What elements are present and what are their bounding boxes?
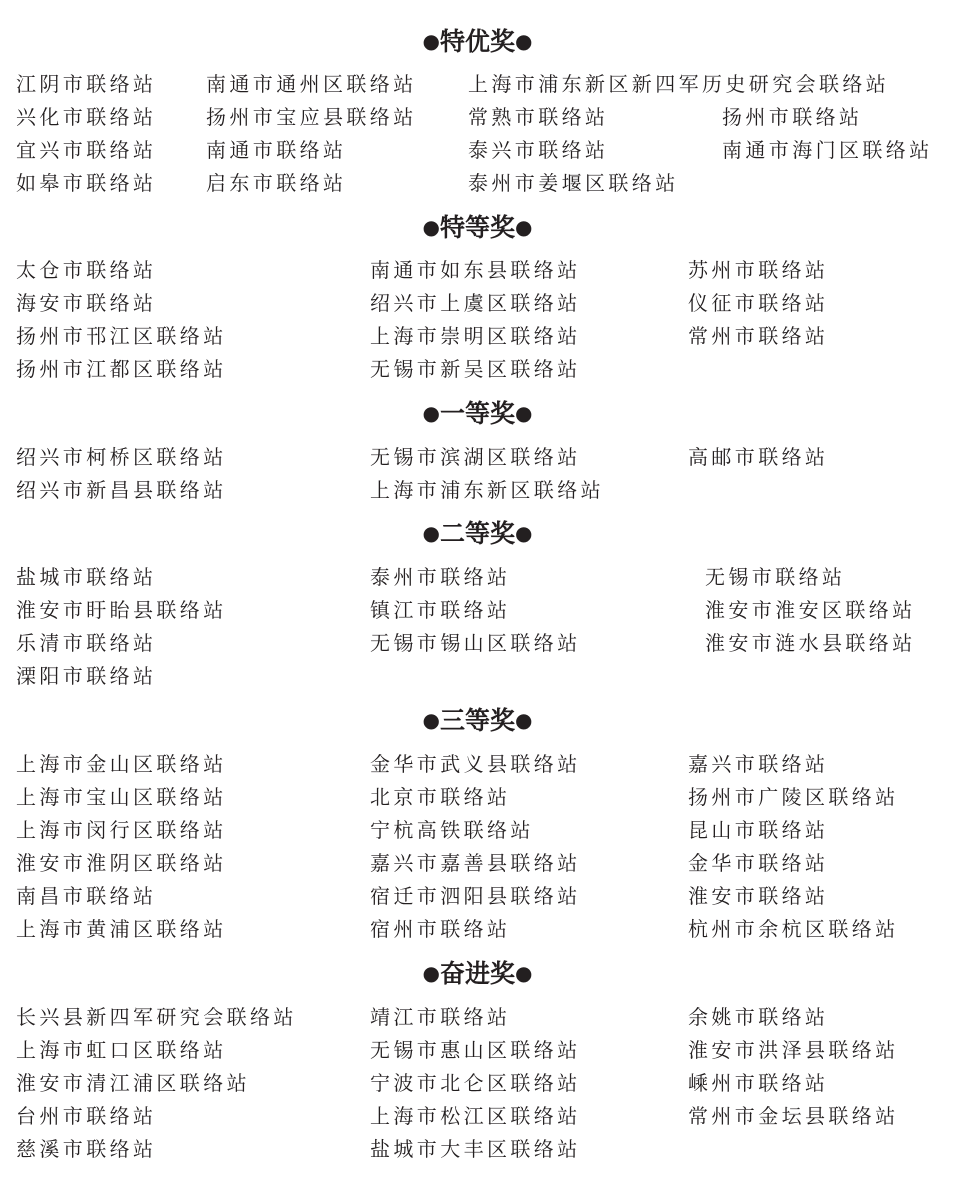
- award-row: [0, 1100, 955, 1133]
- station-name: 上海市宝山区联络站: [16, 785, 227, 809]
- award-row: [0, 594, 955, 627]
- award-row: [0, 880, 955, 913]
- station-name: 无锡市锡山区联络站: [370, 631, 581, 655]
- station-name: 淮安市淮阴区联络站: [16, 851, 227, 875]
- station-name: 无锡市联络站: [705, 565, 846, 589]
- station-name: 南通市通州区联络站: [206, 72, 417, 96]
- bullet-dot: ●: [422, 401, 440, 425]
- station-name: 南通市如东县联络站: [370, 258, 581, 282]
- station-name: 泰兴市联络站: [468, 138, 609, 162]
- award-row: [0, 68, 955, 101]
- station-name: 常州市联络站: [688, 324, 829, 348]
- station-name: 淮安市淮安区联络站: [705, 598, 916, 622]
- bullet-dot: ●: [515, 708, 533, 732]
- station-name: 乐清市联络站: [16, 631, 157, 655]
- station-name: 仪征市联络站: [688, 291, 829, 315]
- station-name: 金华市武义县联络站: [370, 752, 581, 776]
- section-title: 奋进奖: [439, 959, 515, 988]
- station-name: 海安市联络站: [16, 291, 157, 315]
- section-heading-special-excellence: [0, 26, 955, 57]
- station-name: 上海市闵行区联络站: [16, 818, 227, 842]
- station-name: 扬州市广陵区联络站: [688, 785, 899, 809]
- station-name: 慈溪市联络站: [16, 1137, 157, 1161]
- station-name: 扬州市宝应县联络站: [206, 105, 417, 129]
- bullet-dot: ●: [422, 29, 440, 53]
- bullet-dot: ●: [515, 961, 533, 985]
- award-row: [0, 254, 955, 287]
- award-row: [0, 814, 955, 847]
- award-row: [0, 101, 955, 134]
- award-row: [0, 1001, 955, 1034]
- bullet-dot: ●: [515, 521, 533, 545]
- station-name: 淮安市涟水县联络站: [705, 631, 916, 655]
- station-name: 常州市金坛县联络站: [688, 1104, 899, 1128]
- station-name: 淮安市洪泽县联络站: [688, 1038, 899, 1062]
- station-name: 扬州市联络站: [722, 105, 863, 129]
- section-heading-progress-prize: [0, 958, 955, 989]
- bullet-dot: ●: [515, 29, 533, 53]
- award-row: [0, 847, 955, 880]
- station-name: 绍兴市上虞区联络站: [370, 291, 581, 315]
- bullet-dot: ●: [422, 708, 440, 732]
- station-name: 上海市浦东新区联络站: [370, 478, 604, 502]
- bullet-dot: ●: [422, 961, 440, 985]
- station-name: 上海市浦东新区新四军历史研究会联络站: [468, 72, 890, 96]
- section-title: 三等奖: [439, 706, 515, 735]
- award-row: [0, 474, 955, 507]
- station-name: 泰州市联络站: [370, 565, 511, 589]
- station-name: 泰州市姜堰区联络站: [468, 171, 679, 195]
- station-name: 南通市海门区联络站: [722, 138, 933, 162]
- station-name: 南昌市联络站: [16, 884, 157, 908]
- award-row: [0, 561, 955, 594]
- station-name: 淮安市盱眙县联络站: [16, 598, 227, 622]
- award-row: [0, 441, 955, 474]
- award-row: [0, 748, 955, 781]
- station-name: 启东市联络站: [206, 171, 347, 195]
- station-name: 北京市联络站: [370, 785, 511, 809]
- bullet-dot: ●: [422, 215, 440, 239]
- award-row: [0, 353, 955, 386]
- station-name: 盐城市大丰区联络站: [370, 1137, 581, 1161]
- bullet-dot: ●: [422, 521, 440, 545]
- section-heading-special-prize: [0, 212, 955, 243]
- station-name: 宁杭高铁联络站: [370, 818, 534, 842]
- station-name: 嵊州市联络站: [688, 1071, 829, 1095]
- station-name: 上海市金山区联络站: [16, 752, 227, 776]
- award-row: [0, 1133, 955, 1166]
- section-title: 特优奖: [439, 27, 515, 56]
- station-name: 镇江市联络站: [370, 598, 511, 622]
- station-name: 杭州市余杭区联络站: [688, 917, 899, 941]
- station-name: 长兴县新四军研究会联络站: [16, 1005, 297, 1029]
- station-name: 如皋市联络站: [16, 171, 157, 195]
- award-row: [0, 134, 955, 167]
- station-name: 无锡市滨湖区联络站: [370, 445, 581, 469]
- station-name: 金华市联络站: [688, 851, 829, 875]
- section-title: 一等奖: [439, 399, 515, 428]
- station-name: 苏州市联络站: [688, 258, 829, 282]
- award-row: [0, 167, 955, 200]
- station-name: 上海市崇明区联络站: [370, 324, 581, 348]
- award-row: [0, 627, 955, 660]
- station-name: 南通市联络站: [206, 138, 347, 162]
- award-row: [0, 781, 955, 814]
- award-row: [0, 660, 955, 693]
- award-row: [0, 287, 955, 320]
- section-heading-third-prize: [0, 705, 955, 736]
- station-name: 靖江市联络站: [370, 1005, 511, 1029]
- station-name: 无锡市惠山区联络站: [370, 1038, 581, 1062]
- station-name: 宿州市联络站: [370, 917, 511, 941]
- station-name: 淮安市清江浦区联络站: [16, 1071, 250, 1095]
- section-heading-first-prize: [0, 398, 955, 429]
- station-name: 宜兴市联络站: [16, 138, 157, 162]
- award-row: [0, 1067, 955, 1100]
- bullet-dot: ●: [515, 215, 533, 239]
- station-name: 宁波市北仑区联络站: [370, 1071, 581, 1095]
- section-title: 二等奖: [439, 519, 515, 548]
- section-title: 特等奖: [439, 213, 515, 242]
- station-name: 常熟市联络站: [468, 105, 609, 129]
- award-row: [0, 1034, 955, 1067]
- station-name: 上海市黄浦区联络站: [16, 917, 227, 941]
- station-name: 台州市联络站: [16, 1104, 157, 1128]
- station-name: 宿迁市泗阳县联络站: [370, 884, 581, 908]
- award-row: [0, 320, 955, 353]
- station-name: 嘉兴市嘉善县联络站: [370, 851, 581, 875]
- award-row: [0, 913, 955, 946]
- station-name: 太仓市联络站: [16, 258, 157, 282]
- station-name: 兴化市联络站: [16, 105, 157, 129]
- station-name: 余姚市联络站: [688, 1005, 829, 1029]
- station-name: 高邮市联络站: [688, 445, 829, 469]
- station-name: 扬州市邗江区联络站: [16, 324, 227, 348]
- station-name: 江阴市联络站: [16, 72, 157, 96]
- station-name: 上海市虹口区联络站: [16, 1038, 227, 1062]
- station-name: 绍兴市柯桥区联络站: [16, 445, 227, 469]
- station-name: 盐城市联络站: [16, 565, 157, 589]
- station-name: 无锡市新吴区联络站: [370, 357, 581, 381]
- station-name: 昆山市联络站: [688, 818, 829, 842]
- station-name: 嘉兴市联络站: [688, 752, 829, 776]
- station-name: 上海市松江区联络站: [370, 1104, 581, 1128]
- station-name: 溧阳市联络站: [16, 664, 157, 688]
- bullet-dot: ●: [515, 401, 533, 425]
- station-name: 绍兴市新昌县联络站: [16, 478, 227, 502]
- station-name: 淮安市联络站: [688, 884, 829, 908]
- station-name: 扬州市江都区联络站: [16, 357, 227, 381]
- section-heading-second-prize: [0, 518, 955, 549]
